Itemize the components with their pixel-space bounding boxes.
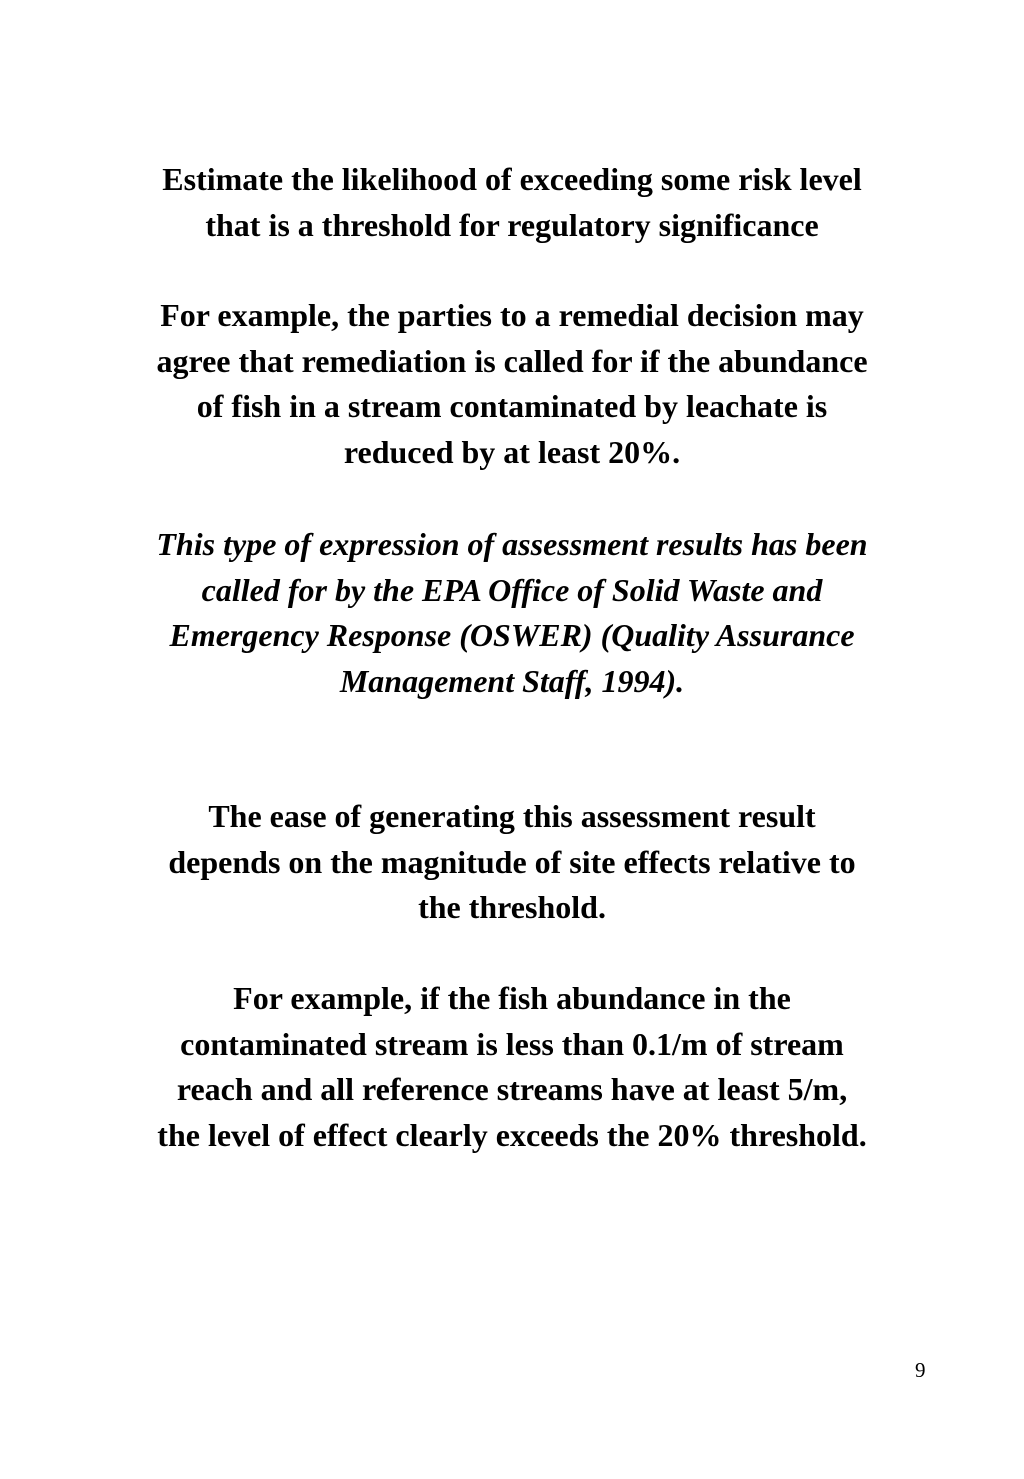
text-line: Estimate the likelihood of exceeding some risk level [162, 161, 862, 197]
text-line: depends on the magnitude of site effects relative to [168, 843, 856, 880]
text-line: of fish in a stream contaminated by leachate is [196, 388, 828, 425]
example-paragraph [0, 293, 1024, 475]
text-line: For example, if the fish abundance in the [233, 980, 791, 1016]
ease-paragraph [0, 794, 1024, 931]
text-line: This type of expression of assessment results has been [156, 526, 868, 562]
text-line: the level of effect clearly exceeds the 20% threshold. [157, 1116, 867, 1153]
text-line: agree that remediation is called for if the abundance [156, 342, 868, 379]
text-line: called for by the EPA Office of Solid Waste and [201, 571, 823, 608]
text-line: reach and all reference streams have at least 5/m, [176, 1071, 848, 1108]
text-line: Management Staff, 1994). [339, 662, 685, 699]
text-line: The ease of generating this assessment result [208, 798, 816, 834]
text-line: For example, the parties to a remedial decision may [160, 297, 864, 333]
epa-citation-paragraph [0, 522, 1024, 704]
second-example-paragraph [0, 976, 1024, 1158]
text-line: that is a threshold for regulatory significance [205, 206, 819, 243]
text-line: reduced by at least 20%. [343, 433, 681, 470]
text-line: the threshold. [418, 889, 606, 926]
text-line: Emergency Response (OSWER) (Quality Assurance [169, 617, 855, 654]
page-number: 9 [915, 1358, 926, 1382]
heading-paragraph [0, 157, 1024, 248]
text-line: contaminated stream is less than 0.1/m of stream [180, 1025, 844, 1062]
